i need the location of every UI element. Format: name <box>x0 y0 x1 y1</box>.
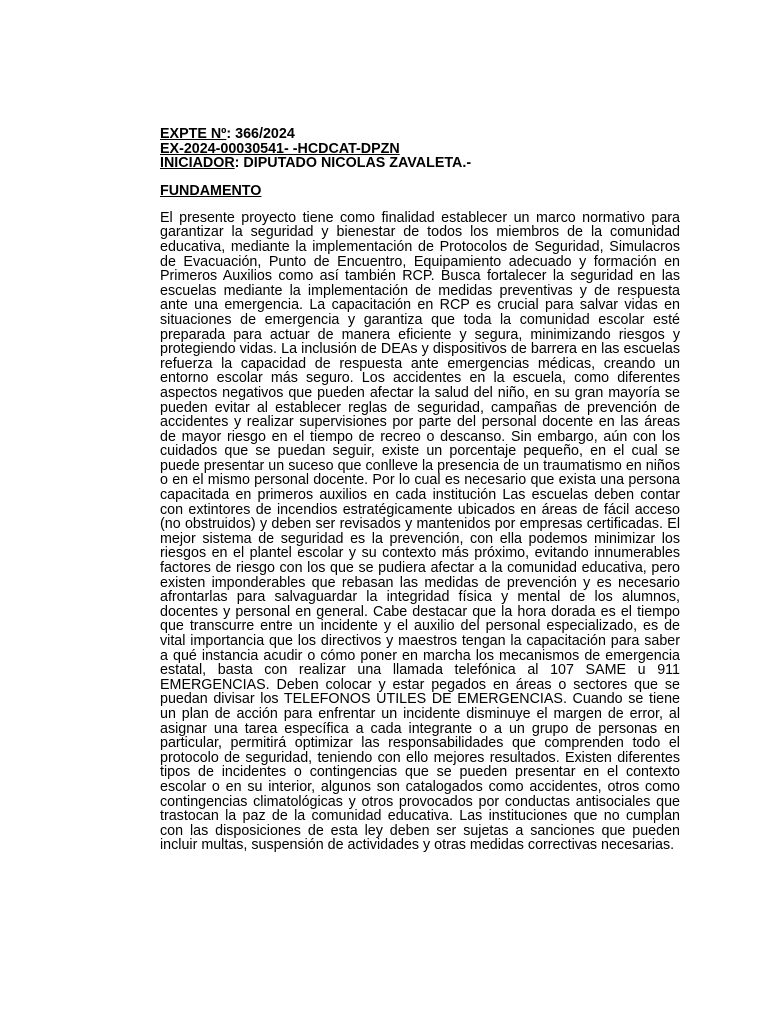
document-page <box>160 127 680 853</box>
expediente-line <box>160 127 680 142</box>
expediente-value: : 366/2024 <box>226 126 295 142</box>
expediente-label: EXPTE Nº <box>160 126 227 142</box>
body-paragraph: El presente proyecto tiene como finalidad establecer un marco normativo para garantizar la seguridad y bienestar de todos los miembros de la comunidad educativa, mediante la implementación de Protocolos de Seguridad, Simulacros de Evacuación, Punto de Encuentro, Equipamiento adecuado y formación en Primeros Auxilios como así también RCP. Busca fortalecer la seguridad en las escuelas mediante la implementación de medidas preventivas y de respuesta ante una emergencia. La capacitación en RCP es crucial para salvar vidas en situaciones de emergencia y garantiza que toda la comunidad escolar esté preparada para actuar de manera eficiente y segura, minimizando riesgos y protegiendo vidas. La inclusión de DEAs y dispositivos de barrera en las escuelas refuerza la capacidad de respuesta ante emergencias médicas, creando un entorno escolar más seguro. Los accidentes en la escuela, como diferentes aspectos negativos que pueden afectar la salud del niño, en su gran mayoría se pueden evitar al establecer reglas de seguridad, campañas de prevención de accidentes y realizar supervisiones por parte del personal docente en las áreas de mayor riesgo en el tiempo de recreo o descanso. Sin embargo, aún con los cuidados que se puedan seguir, existe un porcentaje pequeño, en el cual se puede presentar un suceso que conlleve la presencia de un traumatismo en niños o en el mismo personal docente. Por lo cual es necesario que exista una persona capacitada en primeros auxilios en cada institución Las escuelas deben contar con extintores de incendios estratégicamente ubicados en áreas de fácil acceso (no obstruidos) y deben ser revisados y mantenidos por empresas certificadas. El mejor sistema de seguridad es la prevención, con ella podemos minimizar los riesgos en el plantel escolar y su contexto más próximo, evitando innumerables factores de riesgo con los que se pudiera afectar a la comunidad educativa, pero existen imponderables que rebasan las medidas de prevención y es necesario afrontarlas para salvaguardar la integridad física y mental de los alumnos, docentes y personal en general. Cabe destacar que la hora dorada es el tiempo que transcurre entre un incidente y el auxilio del personal especializado, es de vital importancia que los directivos y maestros tengan la capacitación para saber a qué instancia acudir o cómo poner en marcha los mecanismos de emergencia estatal, basta con realizar una llamada telefónica al 107 SAME u 911 EMERGENCIAS. Deben colocar y estar pegados en áreas o sectores que se puedan divisar los TELEFONOS UTILES DE EMERGENCIAS. Cuando se tiene un plan de acción para enfrentar un incidente disminuye el margen de error, al asignar una tarea específica a cada integrante o a un grupo de personas en particular, permitirá optimizar las responsabilidades que comprenden todo el protocolo de seguridad, teniendo con ello mejores resultados. Existen diferentes tipos de incidentes o contingencias que se pueden presentar en el contexto escolar o en su interior, algunos son catalogados como accidentes, otros como contingencias climatológicas y otros provocados por conductas antisociales que trastocan la paz de la comunidad educativa. Las instituciones que no cumplan con las disposiciones de esta ley deben ser sujetas a sanciones que pueden incluir multas, suspensión de actividades y otras medidas correctivas necesarias. <box>160 209 680 854</box>
iniciador-value: : DIPUTADO NICOLAS ZAVALETA.- <box>234 155 472 172</box>
section-title: FUNDAMENTO <box>160 182 262 199</box>
iniciador-label: INICIADOR <box>160 155 235 172</box>
ex-number-line: EX-2024-00030541- -HCDCAT-DPZN <box>160 140 400 157</box>
iniciador-line <box>160 156 680 171</box>
